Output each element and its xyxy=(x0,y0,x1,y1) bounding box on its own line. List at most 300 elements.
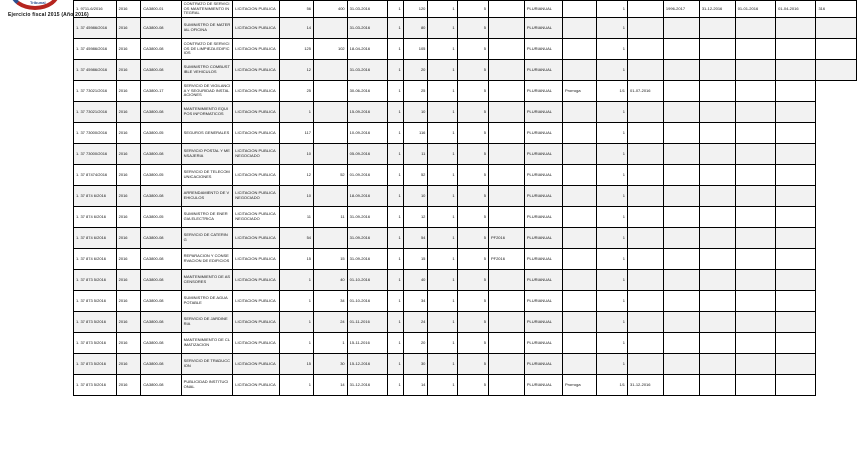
table-cell: 5 xyxy=(457,270,488,291)
table-cell: PLURIANUAL xyxy=(524,228,562,249)
table-cell xyxy=(628,165,664,186)
table-cell: 2016 xyxy=(116,270,141,291)
table-cell: 31-03-2016 xyxy=(347,18,387,39)
table-cell: SERVICIO DE TELECOMUNICACIONES xyxy=(181,165,233,186)
table-cell xyxy=(314,81,348,102)
table-row xyxy=(74,102,857,123)
table-cell xyxy=(663,39,699,60)
table-cell xyxy=(562,18,596,39)
table-cell: 1 xyxy=(428,1,457,18)
table-cell: 40 xyxy=(314,270,348,291)
table-cell: 1 xyxy=(388,375,404,396)
table-cell: LICITACION PUBLICA xyxy=(233,81,280,102)
table-cell: 10-09-2016 xyxy=(347,123,387,144)
table-cell: 34 xyxy=(403,291,428,312)
table-cell xyxy=(699,165,735,186)
table-cell xyxy=(314,123,348,144)
table-cell xyxy=(663,270,699,291)
table-cell xyxy=(699,375,735,396)
table-cell: 1 xyxy=(428,270,457,291)
table-cell xyxy=(663,354,699,375)
table-cell: 1. 37 73000/2016 xyxy=(74,144,117,165)
table-cell: 1. 37 874 6/2016 xyxy=(74,186,117,207)
table-cell: 1 xyxy=(280,291,314,312)
table-cell: 1 xyxy=(314,333,348,354)
table-cell xyxy=(562,60,596,81)
table-cell xyxy=(776,354,816,375)
table-cell: 1 xyxy=(428,207,457,228)
table-cell: PLURIANUAL xyxy=(524,375,562,396)
table-cell xyxy=(735,18,775,39)
table-row xyxy=(74,123,857,144)
table-row xyxy=(74,81,857,102)
table-cell: SUMINISTRO COMBUSTIBLE VEHICULOS xyxy=(181,60,233,81)
table-cell xyxy=(699,312,735,333)
table-cell xyxy=(735,249,775,270)
table-cell xyxy=(663,312,699,333)
table-cell xyxy=(314,228,348,249)
table-cell: 5 xyxy=(457,186,488,207)
table-cell xyxy=(776,228,816,249)
table-row xyxy=(74,312,857,333)
table-cell xyxy=(735,207,775,228)
table-cell: CA3800-08 xyxy=(141,312,181,333)
table-cell: 30 xyxy=(403,354,428,375)
table-cell: SUMINISTRO DE ENERGIA ELECTRICA xyxy=(181,207,233,228)
table-cell: 1 xyxy=(388,1,404,18)
table-cell: 5 xyxy=(457,354,488,375)
table-row xyxy=(74,228,857,249)
table-cell xyxy=(628,1,664,18)
table-cell xyxy=(735,81,775,102)
table-cell: CA3800-08 xyxy=(141,375,181,396)
table-cell xyxy=(735,375,775,396)
table-cell xyxy=(628,123,664,144)
table-cell: 2016 xyxy=(116,102,141,123)
table-cell xyxy=(735,165,775,186)
table-cell xyxy=(816,18,857,39)
table-cell: 1 xyxy=(428,249,457,270)
table-row xyxy=(74,165,857,186)
table-cell: Prorroga xyxy=(562,375,596,396)
table-cell: LICITACION PUBLICA NEGOCIADO xyxy=(233,207,280,228)
table-cell: 54 xyxy=(280,228,314,249)
table-cell: SERVICIO DE VIGILANCIA Y SEGURIDAD INSTALACIONES xyxy=(181,81,233,102)
table-cell xyxy=(628,270,664,291)
table-cell: 1. 37 73000/2016 xyxy=(74,123,117,144)
table-cell xyxy=(562,270,596,291)
table-cell xyxy=(663,18,699,39)
table-cell: 12 xyxy=(280,60,314,81)
table-cell xyxy=(628,249,664,270)
table-cell: PLURIANUAL xyxy=(524,270,562,291)
table-cell xyxy=(735,270,775,291)
table-cell: 52 xyxy=(403,165,428,186)
table-cell: 1. 37 45986/2016 xyxy=(74,18,117,39)
table-cell xyxy=(776,249,816,270)
table-cell xyxy=(628,354,664,375)
table-cell: CA3800-17 xyxy=(141,81,181,102)
table-cell: PLURIANUAL xyxy=(524,18,562,39)
table-cell xyxy=(488,270,524,291)
table-cell: 2016 xyxy=(116,123,141,144)
table-cell xyxy=(488,144,524,165)
table-cell xyxy=(562,165,596,186)
table-cell: 1 xyxy=(428,333,457,354)
table-cell: 1 xyxy=(388,102,404,123)
table-cell xyxy=(663,333,699,354)
table-cell: 14 xyxy=(403,375,428,396)
table-cell: 1 xyxy=(388,228,404,249)
table-cell: 15 xyxy=(280,249,314,270)
table-cell: 01-04-2016 xyxy=(776,1,816,18)
table-cell: 1 xyxy=(428,354,457,375)
table-row xyxy=(74,270,857,291)
table-cell: 102 xyxy=(314,39,348,60)
table-cell: 1 xyxy=(388,144,404,165)
table-cell xyxy=(735,102,775,123)
table-cell xyxy=(699,39,735,60)
table-cell xyxy=(776,186,816,207)
table-cell xyxy=(663,102,699,123)
table-cell xyxy=(628,312,664,333)
table-cell: LICITACION PUBLICA xyxy=(233,123,280,144)
table-cell xyxy=(488,165,524,186)
table-cell: 1. 37 874 6/2016 xyxy=(74,228,117,249)
table-cell: SERVICIO POSTAL Y MENSAJERIA xyxy=(181,144,233,165)
table-cell: SERVICIO DE TRADUCCION xyxy=(181,354,233,375)
table-cell: 11 xyxy=(314,207,348,228)
table-cell xyxy=(776,312,816,333)
table-cell: 18-09-2016 xyxy=(347,186,387,207)
table-cell: PF2016 xyxy=(488,228,524,249)
table-cell: 5 xyxy=(457,39,488,60)
table-cell: 1 xyxy=(280,312,314,333)
table-cell: 1 xyxy=(596,333,627,354)
table-cell: 316 xyxy=(816,1,857,18)
table-cell xyxy=(488,207,524,228)
table-cell: 5 xyxy=(457,333,488,354)
table-cell: CA3800-08 xyxy=(141,249,181,270)
table-cell: PLURIANUAL xyxy=(524,144,562,165)
table-cell xyxy=(776,18,816,39)
table-cell: 2016 xyxy=(116,18,141,39)
table-cell: 10 xyxy=(403,102,428,123)
table-cell: 2016 xyxy=(116,312,141,333)
table-cell: 1 xyxy=(596,60,627,81)
table-cell: 5 xyxy=(457,123,488,144)
table-cell: 1 xyxy=(280,375,314,396)
table-cell: LICITACION PUBLICA xyxy=(233,1,280,18)
table-cell xyxy=(488,102,524,123)
table-cell: 52 xyxy=(314,165,348,186)
table-cell: SUMINISTRO DE MATERIAL OFICINA xyxy=(181,18,233,39)
table-cell: 2016 xyxy=(116,81,141,102)
table-cell xyxy=(314,60,348,81)
table-cell: 5 xyxy=(457,207,488,228)
table-cell: 1 xyxy=(596,312,627,333)
table-cell xyxy=(735,60,775,81)
table-cell: 2016 xyxy=(116,354,141,375)
table-cell: 31-12-2016 xyxy=(699,1,735,18)
table-cell: PLURIANUAL xyxy=(524,39,562,60)
table-cell: CA3800-08 xyxy=(141,228,181,249)
table-cell: 1. 37 874 6/2016 xyxy=(74,249,117,270)
logo-text: Tribunal xyxy=(30,0,46,5)
table-cell: 31-12-2016 xyxy=(628,375,664,396)
table-cell: MANTENIMIENTO DE ASCENSORES xyxy=(181,270,233,291)
table-cell: SUMINISTRO DE AGUA POTABLE xyxy=(181,291,233,312)
table-cell: 1 xyxy=(596,186,627,207)
table-cell: LICITACION PUBLICA xyxy=(233,102,280,123)
table-cell xyxy=(776,123,816,144)
table-cell: 5 xyxy=(457,291,488,312)
table-cell: CA3800-08 xyxy=(141,102,181,123)
table-cell xyxy=(628,291,664,312)
table-cell: 5 xyxy=(457,1,488,18)
table-cell xyxy=(562,1,596,18)
table-cell: 1. 37 873 5/2016 xyxy=(74,312,117,333)
table-cell xyxy=(663,375,699,396)
table-cell: 1 xyxy=(388,249,404,270)
table-cell xyxy=(663,228,699,249)
table-cell: 5 xyxy=(457,144,488,165)
table-cell: 20 xyxy=(403,333,428,354)
table-cell: 1 xyxy=(596,270,627,291)
table-cell xyxy=(628,39,664,60)
table-cell xyxy=(488,81,524,102)
table-cell: 1. 37 87474/2016 xyxy=(74,165,117,186)
table-cell xyxy=(663,81,699,102)
table-cell: 01-07-2016 xyxy=(628,81,664,102)
table-cell: 2016 xyxy=(116,1,141,18)
table-cell: 25 xyxy=(280,81,314,102)
table-cell: 1 xyxy=(280,333,314,354)
table-cell: 1 xyxy=(388,18,404,39)
table-cell xyxy=(816,39,857,60)
table-cell: 01-09-2016 xyxy=(347,165,387,186)
table-cell: 1. 37 45986/2016 xyxy=(74,39,117,60)
table-cell: 1 xyxy=(280,270,314,291)
table-cell: LICITACION PUBLICA xyxy=(233,165,280,186)
table-cell: 01-10-2016 xyxy=(347,291,387,312)
table-row xyxy=(74,207,857,228)
table-cell: 31-09-2016 xyxy=(347,249,387,270)
table-cell xyxy=(776,333,816,354)
table-cell xyxy=(488,291,524,312)
table-cell: 15-12-2016 xyxy=(347,354,387,375)
table-cell xyxy=(735,291,775,312)
table-cell xyxy=(488,18,524,39)
table-cell xyxy=(488,39,524,60)
table-cell: LICITACION PUBLICA NEGOCIADO xyxy=(233,144,280,165)
table-cell xyxy=(663,123,699,144)
table-cell: 1 xyxy=(428,18,457,39)
table-cell xyxy=(699,249,735,270)
table-cell xyxy=(488,312,524,333)
table-cell: 1 xyxy=(388,60,404,81)
table-cell: 116 xyxy=(403,123,428,144)
table-cell xyxy=(663,60,699,81)
table-cell xyxy=(699,228,735,249)
table-cell xyxy=(562,186,596,207)
table-row xyxy=(74,333,857,354)
table-cell xyxy=(735,186,775,207)
table-cell xyxy=(628,60,664,81)
table-cell xyxy=(699,333,735,354)
table-cell xyxy=(562,123,596,144)
table-cell xyxy=(562,228,596,249)
table-cell: 15-11-2016 xyxy=(347,333,387,354)
table-cell: PLURIANUAL xyxy=(524,165,562,186)
table-cell xyxy=(628,186,664,207)
table-cell: 1 xyxy=(388,186,404,207)
table-cell: 1 xyxy=(596,354,627,375)
table-cell: 1 xyxy=(428,144,457,165)
table-cell: 5 xyxy=(457,312,488,333)
table-cell: 14 xyxy=(280,18,314,39)
table-cell: 01-01-2016 xyxy=(735,1,775,18)
table-cell: 30-06-2016 xyxy=(347,81,387,102)
table-cell: 1 xyxy=(388,270,404,291)
table-cell: 1/1 xyxy=(596,81,627,102)
table-cell: LICITACION PUBLICA xyxy=(233,312,280,333)
table-cell xyxy=(562,333,596,354)
table-cell: 1. 37 873 5/2016 xyxy=(74,333,117,354)
table-cell xyxy=(562,291,596,312)
table-cell: 1 xyxy=(388,123,404,144)
table-cell: CONTRATO DE SERVICIOS DE LIMPIEZA EDIFICIOS xyxy=(181,39,233,60)
table-cell xyxy=(488,123,524,144)
table-cell xyxy=(699,123,735,144)
table-cell xyxy=(562,354,596,375)
table-cell: 10 xyxy=(280,144,314,165)
table-cell: 15 xyxy=(403,249,428,270)
table-cell xyxy=(776,207,816,228)
table-cell: 1 xyxy=(596,207,627,228)
table-cell: PLURIANUAL xyxy=(524,354,562,375)
table-row xyxy=(74,375,857,396)
table-cell xyxy=(488,60,524,81)
table-cell: 1 xyxy=(428,81,457,102)
table-cell xyxy=(699,186,735,207)
table-cell: 2016 xyxy=(116,291,141,312)
table-cell: 1 xyxy=(388,291,404,312)
table-cell: 5 xyxy=(457,165,488,186)
table-cell: MANTENIMIENTO EQUIPOS INFORMATICOS xyxy=(181,102,233,123)
table-cell: 14 xyxy=(314,375,348,396)
table-cell: 1 xyxy=(428,291,457,312)
table-cell: PLURIANUAL xyxy=(524,1,562,18)
table-cell: LICITACION PUBLICA xyxy=(233,18,280,39)
table-cell: 1 xyxy=(596,228,627,249)
table-cell: CA3800-01 xyxy=(141,1,181,18)
table-cell: 01-10-2016 xyxy=(347,270,387,291)
table-cell xyxy=(776,165,816,186)
table-cell xyxy=(816,60,857,81)
table-cell xyxy=(735,228,775,249)
table-cell: PLURIANUAL xyxy=(524,312,562,333)
table-cell: LICITACION PUBLICA xyxy=(233,333,280,354)
table-cell: 1 xyxy=(388,312,404,333)
table-cell: 105 xyxy=(403,39,428,60)
table-cell: 1 xyxy=(428,165,457,186)
table-cell: CA3800-05 xyxy=(141,123,181,144)
table-cell: LICITACION PUBLICA xyxy=(233,39,280,60)
table-cell xyxy=(699,270,735,291)
table-cell: 15-09-2016 xyxy=(347,102,387,123)
table-cell: 1 xyxy=(596,249,627,270)
table-cell: CA3800-08 xyxy=(141,291,181,312)
table-cell xyxy=(562,207,596,228)
table-cell: 120 xyxy=(403,1,428,18)
table-cell: CA3800-08 xyxy=(141,333,181,354)
table-cell: 1. 37 73021/2016 xyxy=(74,81,117,102)
document-subtitle: Ejercicio fiscal 2015 (Año 2016) xyxy=(8,12,89,18)
table-cell: 1 xyxy=(388,354,404,375)
table-cell: LICITACION PUBLICA xyxy=(233,354,280,375)
table-cell xyxy=(488,186,524,207)
table-cell xyxy=(488,333,524,354)
table-cell: 2016 xyxy=(116,60,141,81)
table-cell: 40 xyxy=(403,270,428,291)
table-cell: 1 xyxy=(388,165,404,186)
table-cell: 1 xyxy=(596,39,627,60)
table-cell: 1 xyxy=(596,165,627,186)
table-row xyxy=(74,60,857,81)
table-cell xyxy=(562,144,596,165)
table-cell: 1 xyxy=(428,186,457,207)
table-cell: CA3800-05 xyxy=(141,165,181,186)
table-cell xyxy=(776,81,816,102)
table-cell: LICITACION PUBLICA xyxy=(233,375,280,396)
table-cell: CONTRATO DE SERVICIOS MANTENIMIENTO INTEGRAL xyxy=(181,1,233,18)
table-cell: PLURIANUAL xyxy=(524,291,562,312)
table-cell: LICITACION PUBLICA NEGOCIADO xyxy=(233,186,280,207)
table-row xyxy=(74,186,857,207)
table-cell: 5 xyxy=(457,249,488,270)
table-cell: 1996-2017 xyxy=(663,1,699,18)
table-cell xyxy=(699,291,735,312)
table-cell: 01-11-2016 xyxy=(347,312,387,333)
table-cell xyxy=(735,354,775,375)
table-cell: 31-03-2016 xyxy=(347,1,387,18)
table-cell: 54 xyxy=(403,228,428,249)
table-cell xyxy=(776,144,816,165)
table-cell: 1 xyxy=(596,18,627,39)
table-cell: 11 xyxy=(280,207,314,228)
table-cell xyxy=(776,270,816,291)
contracts-table xyxy=(73,0,857,396)
table-cell: 25 xyxy=(403,81,428,102)
table-cell: PLURIANUAL xyxy=(524,186,562,207)
table-cell: PLURIANUAL xyxy=(524,102,562,123)
table-cell: 34 xyxy=(314,291,348,312)
table-cell: 2016 xyxy=(116,165,141,186)
table-cell: 1. 9711-6/2016 xyxy=(74,1,117,18)
table-cell: 5 xyxy=(457,228,488,249)
table-cell: CA3800-05 xyxy=(141,207,181,228)
table-cell: 1 xyxy=(388,207,404,228)
table-cell xyxy=(699,144,735,165)
table-cell: 2016 xyxy=(116,333,141,354)
table-cell: 5 xyxy=(457,81,488,102)
table-cell: LICITACION PUBLICA xyxy=(233,60,280,81)
table-cell xyxy=(776,39,816,60)
table-cell: 31-09-2016 xyxy=(347,228,387,249)
table-cell: PUBLICIDAD INSTITUCIONAL xyxy=(181,375,233,396)
table-cell: 1. 37 873 5/2016 xyxy=(74,354,117,375)
